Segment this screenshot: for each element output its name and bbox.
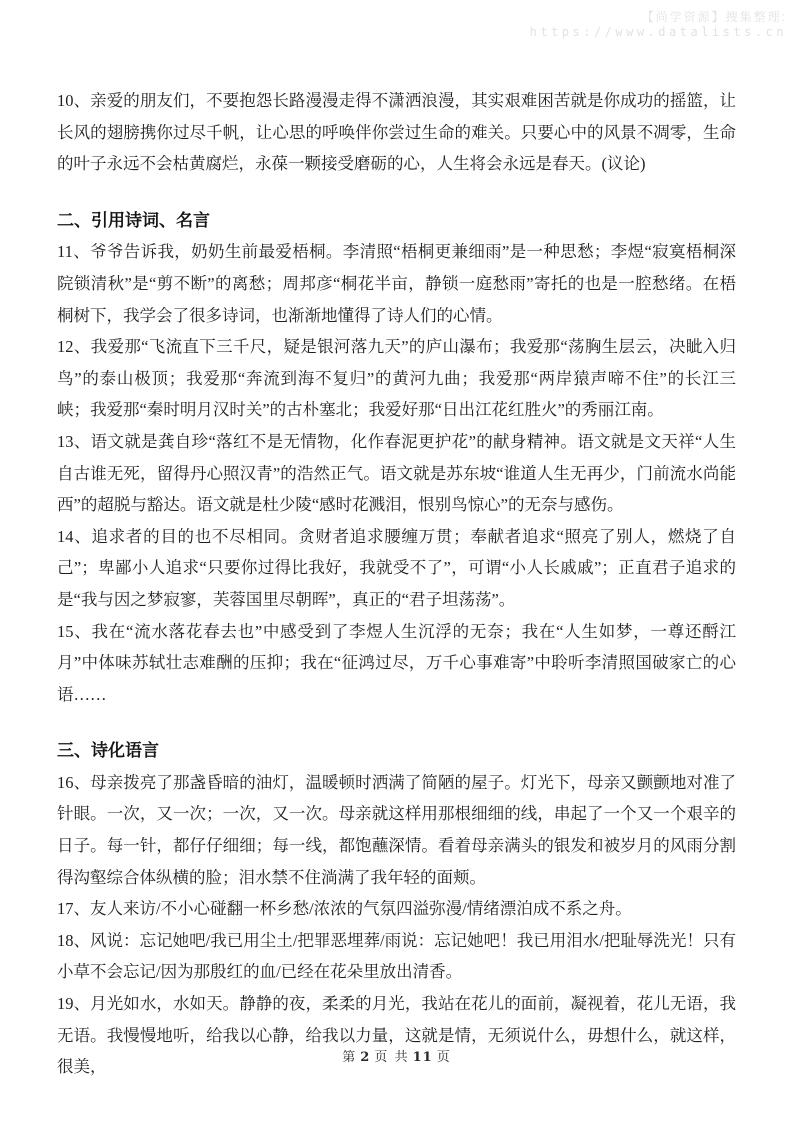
paragraph-16: 16、母亲拨亮了那盏昏暗的油灯，温暖顿时洒满了简陋的屋子。灯光下，母亲又颤颤地对准了针眼。一次，又一次；一次，又一次。母亲就这样用那根细细的线，串起了一个又一个艰辛的日子。每一针，都仔仔细细；每一线，都饱蘸深情。看着母亲满头的银发和被岁月的风雨分割得沟壑综合体纵横的脸；泪水禁不住淌满了我年轻的面颊。 [57, 772, 736, 887]
footer-suffix: 页 [436, 1049, 451, 1064]
paragraph-14: 14、追求者的目的也不尽相同。贪财者追求腰缠万贯；奉献者追求“照亮了别人，燃烧了自己”；卑鄙小人追求“只要你过得比我好，我就受不了”，可谓“小人长戚戚”；正直君子追求的是“我与因之梦寂寥，芙蓉国里尽朝晖”，真正的“君子坦荡荡”。 [57, 526, 736, 609]
paragraph-12: 12、我爱那“飞流直下三千尺，疑是银河落九天”的庐山瀑布；我爱那“荡胸生层云，决眦入归鸟”的泰山极顶；我爱那“奔流到海不复归”的黄河九曲；我爱那“两岸猿声啼不住”的长江三峡；我爱那“秦时明月汉时关”的古朴塞北；我爱好那“日出江花红胜火”的秀丽江南。 [57, 337, 736, 420]
section-heading-poetic-language: 三、诗化语言 [57, 741, 159, 761]
footer-prefix: 第 [342, 1049, 357, 1064]
footer-current-page: 2 [360, 1050, 371, 1065]
footer-total-pages: 11 [412, 1050, 433, 1065]
watermark-source-text: 【尚学资源】搜集整理: [641, 10, 787, 24]
paragraph-18: 18、风说：忘记她吧/我已用尘土/把罪恶埋葬/雨说：忘记她吧！我已用泪水/把耻辱洗光！只有小草不会忘记/因为那殷红的血/已经在花朵里放出清香。 [57, 930, 736, 982]
footer-mid2: 共 [394, 1049, 409, 1064]
paragraph-11: 11、爷爷告诉我，奶奶生前最爱梧桐。李清照“梧桐更兼细雨”是一种思愁；李煜“寂寞梧桐深院锁清秋”是“剪不断”的离愁；周邦彦“桐花半亩，静锁一庭愁雨”寄托的也是一腔愁绪。在梧桐树下，我学会了很多诗词，也渐渐地懂得了诗人们的心情。 [57, 242, 736, 325]
paragraph-10: 10、亲爱的朋友们，不要抱怨长路漫漫走得不潇洒浪漫，其实艰难困苦就是你成功的摇篮，让长风的翅膀携你过尽千帆，让心思的呼唤伴你尝过生命的难关。只要心中的风景不凋零，生命的叶子永远不会枯黄腐烂，永葆一颗接受磨砺的心，人生将会永远是春天。(议论) [57, 91, 736, 174]
paragraph-15: 15、我在“流水落花春去也”中感受到了李煜人生沉浮的无奈；我在“人生如梦，一尊还酹江月”中体味苏轼壮志难酬的压抑；我在“征鸿过尽，万千心事难寄”中聆听李清照国破家亡的心语…… [57, 621, 736, 704]
paragraph-17: 17、友人来访/不小心碰翻一杯乡愁/浓浓的气氛四溢弥漫/情绪漂泊成不系之舟。 [57, 899, 632, 919]
watermark-url-text: https://www.datalists.cn [529, 25, 787, 39]
footer-mid1: 页 [374, 1049, 389, 1064]
paragraph-13: 13、语文就是龚自珍“落红不是无情物，化作春泥更护花”的献身精神。语文就是文天祥“人生自古谁无死，留得丹心照汉青”的浩然正气。语文就是苏东坡“谁道人生无再少，门前流水尚能西”的超脱与豁达。语文就是杜少陵“感时花溅泪，恨别鸟惊心”的无奈与感伤。 [57, 431, 736, 515]
section-heading-quotes: 二、引用诗词、名言 [57, 210, 210, 230]
paragraph-19: 19、月光如水，水如天。静静的夜，柔柔的月光，我站在花儿的面前，凝视着，花儿无语，我无语。我慢慢地听，给我以心静，给我以力量，这就是情，无须说什么，毋想什么，就这样，很美， [57, 994, 736, 1077]
page-footer [0, 1046, 793, 1065]
document-body [57, 85, 736, 1083]
watermark [530, 9, 787, 40]
